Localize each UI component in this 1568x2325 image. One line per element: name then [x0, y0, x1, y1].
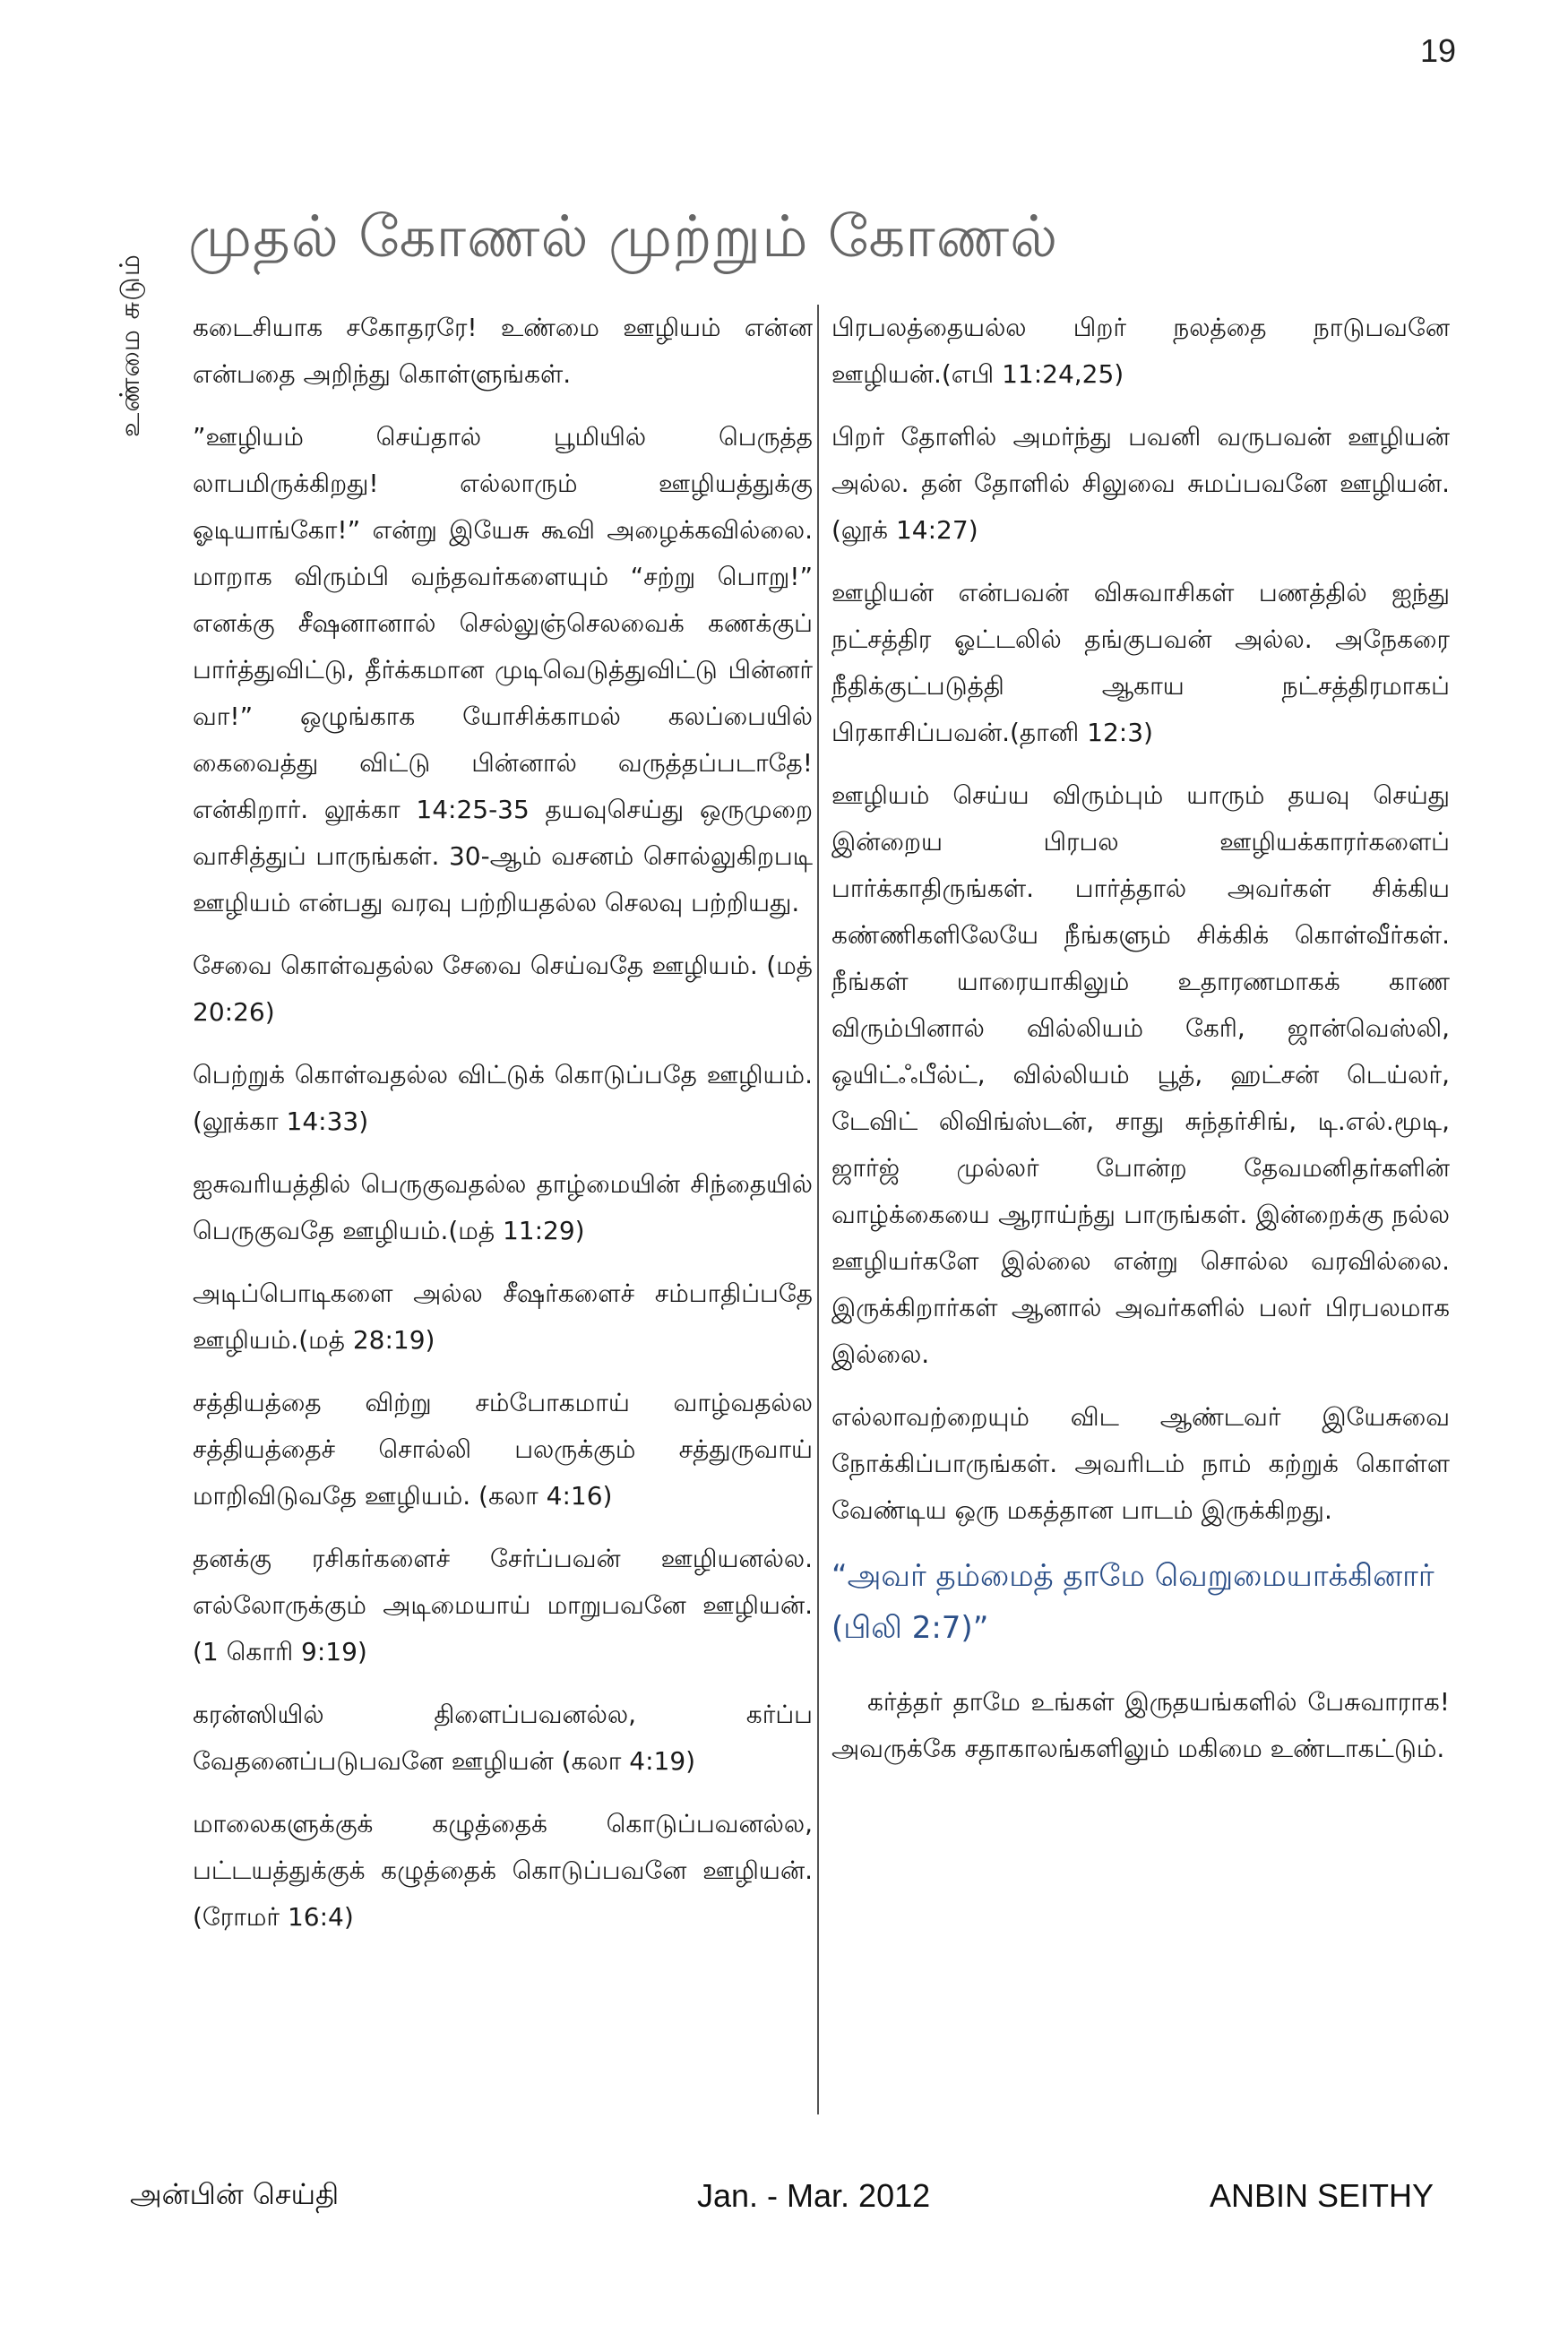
right-column	[831, 305, 1450, 1788]
footer-magazine-name: ANBIN SEITHY	[1209, 2177, 1434, 2214]
paragraph: ஐசுவரியத்தில் பெருகுவதல்ல தாழ்மையின் சிந்தையில் பெருகுவதே ஊழியம்.(மத் 11:29)	[193, 1169, 813, 1245]
paragraph: மாலைகளுக்குக் கழுத்தைக் கொடுப்பவனல்ல, பட்டயத்துக்குக் கழுத்தைக் கொடுப்பவனே ஊழியன்.(ரோமர் 16:4)	[193, 1809, 813, 1932]
paragraph: பெற்றுக் கொள்வதல்ல விட்டுக் கொடுப்பதே ஊழியம். (லூக்கா 14:33)	[193, 1060, 813, 1136]
paragraph: சேவை கொள்வதல்ல சேவை செய்வதே ஊழியம். (மத் 20:26)	[193, 951, 813, 1027]
paragraph: ஊழியம் செய்ய விரும்பும் யாரும் தயவு செய்து இன்றைய பிரபல ஊழியக்காரர்களைப் பார்க்காதிருங்கள். பார்த்தால் அவர்கள் சிக்கிய கண்ணிகளிலேயே நீங்களும் சிக்கிக் கொள்வீர்கள். நீங்கள் யாரையாகிலும் உதாரணமாகக் காண விரும்பினால் வில்லியம் கேரி, ஜான்வெஸ்லி, ஒயிட்ஃபீல்ட், வில்லியம் பூத், ஹட்சன் டெய்லர், டேவிட் லிவிங்ஸ்டன், சாது சுந்தர்சிங், டி.எல்.மூடி, ஜார்ஜ் முல்லர் போன்ற தேவமனிதர்களின் வாழ்க்கையை ஆராய்ந்து பாருங்கள். இன்றைக்கு நல்ல ஊழியர்களே இல்லை என்று சொல்ல வரவில்லை. இருக்கிறார்கள் ஆனால் அவர்களில் பலர் பிரபலமாக இல்லை.	[831, 780, 1450, 1369]
page-number: 19	[1419, 32, 1456, 69]
paragraph: ”ஊழியம் செய்தால் பூமியில் பெருத்த லாபமிருக்கிறது! எல்லாரும் ஊழியத்துக்கு ஓடியாங்கோ!” என்று இயேசு கூவி அழைக்கவில்லை. மாறாக விரும்பி வந்தவர்களையும் “சற்று பொறு!” எனக்கு சீஷனானால் செல்லுஞ்செலவைக் கணக்குப் பார்த்துவிட்டு, தீர்க்கமான முடிவெடுத்துவிட்டு பின்னர் வா!” ஒழுங்காக யோசிக்காமல் கலப்பையில் கைவைத்து விட்டு பின்னால் வருத்தப்படாதே! என்கிறார். லூக்கா 14:25-35 தயவுசெய்து ஒருமுறை வாசித்துப் பாருங்கள். 30-ஆம் வசனம் சொல்லுகிறபடி ஊழியம் என்பது வரவு பற்றியதல்ல செலவு பற்றியது.	[193, 422, 813, 917]
article-title: முதல் கோணல் முற்றும் கோணல்	[188, 204, 1059, 271]
footer-issue-date: Jan. - Mar. 2012	[697, 2177, 931, 2214]
footer-magazine-name-tamil: அன்பின் செய்தி	[130, 2177, 340, 2211]
paragraph: அடிப்பொடிகளை அல்ல சீஷர்களைச் சம்பாதிப்பதே ஊழியம்.(மத் 28:19)	[193, 1279, 813, 1355]
paragraph: தனக்கு ரசிகர்களைச் சேர்ப்பவன் ஊழியனல்ல. எல்லோருக்கும் அடிமையாய் மாறுபவனே ஊழியன். (1 கொரி 9:19)	[193, 1544, 813, 1666]
paragraph: பிரபலத்தையல்ல பிறர் நலத்தை நாடுபவனே ஊழியன்.(எபி 11:24,25)	[831, 313, 1450, 389]
paragraph: எல்லாவற்றையும் விட ஆண்டவர் இயேசுவை நோக்கிப்பாருங்கள். அவரிடம் நாம் கற்றுக் கொள்ள வேண்டிய ஒரு மகத்தான பாடம் இருக்கிறது.	[831, 1402, 1450, 1525]
paragraph: கரன்ஸியில் திளைப்பவனல்ல, கர்ப்ப வேதனைப்படுபவனே ஊழியன் (கலா 4:19)	[193, 1700, 813, 1776]
closing-paragraph: கர்த்தர் தாமே உங்கள் இருதயங்களில் பேசுவாராக! அவருக்கே சதாகாலங்களிலும் மகிமை உண்டாகட்டும்.	[831, 1687, 1450, 1763]
paragraph: கடைசியாக சகோதரரே! உண்மை ஊழியம் என்ன என்பதை அறிந்து கொள்ளுங்கள்.	[193, 313, 813, 389]
paragraph: பிறர் தோளில் அமர்ந்து பவனி வருபவன் ஊழியன் அல்ல. தன் தோளில் சிலுவை சுமப்பவனே ஊழியன்.(லூக் 14:27)	[831, 422, 1450, 545]
paragraph: சத்தியத்தை விற்று சம்போகமாய் வாழ்வதல்ல சத்தியத்தைச் சொல்லி பலருக்கும் சத்துருவாய் மாறிவிடுவதே ஊழியம். (கலா 4:16)	[193, 1388, 813, 1511]
section-label: உண்மை சுடும்	[115, 254, 146, 437]
paragraph: ஊழியன் என்பவன் விசுவாசிகள் பணத்தில் ஐந்து நட்சத்திர ஓட்டலில் தங்குபவன் அல்ல. அநேகரை நீதிக்குட்படுத்தி ஆகாய நட்சத்திரமாகப் பிரகாசிப்பவன்.(தானி 12:3)	[831, 578, 1450, 747]
pull-quote: “அவர் தம்மைத் தாமே வெறுமையாக்கினார் (பிலி 2:7)”	[831, 1558, 1434, 1646]
column-divider	[817, 305, 819, 2114]
left-column	[193, 305, 813, 1957]
